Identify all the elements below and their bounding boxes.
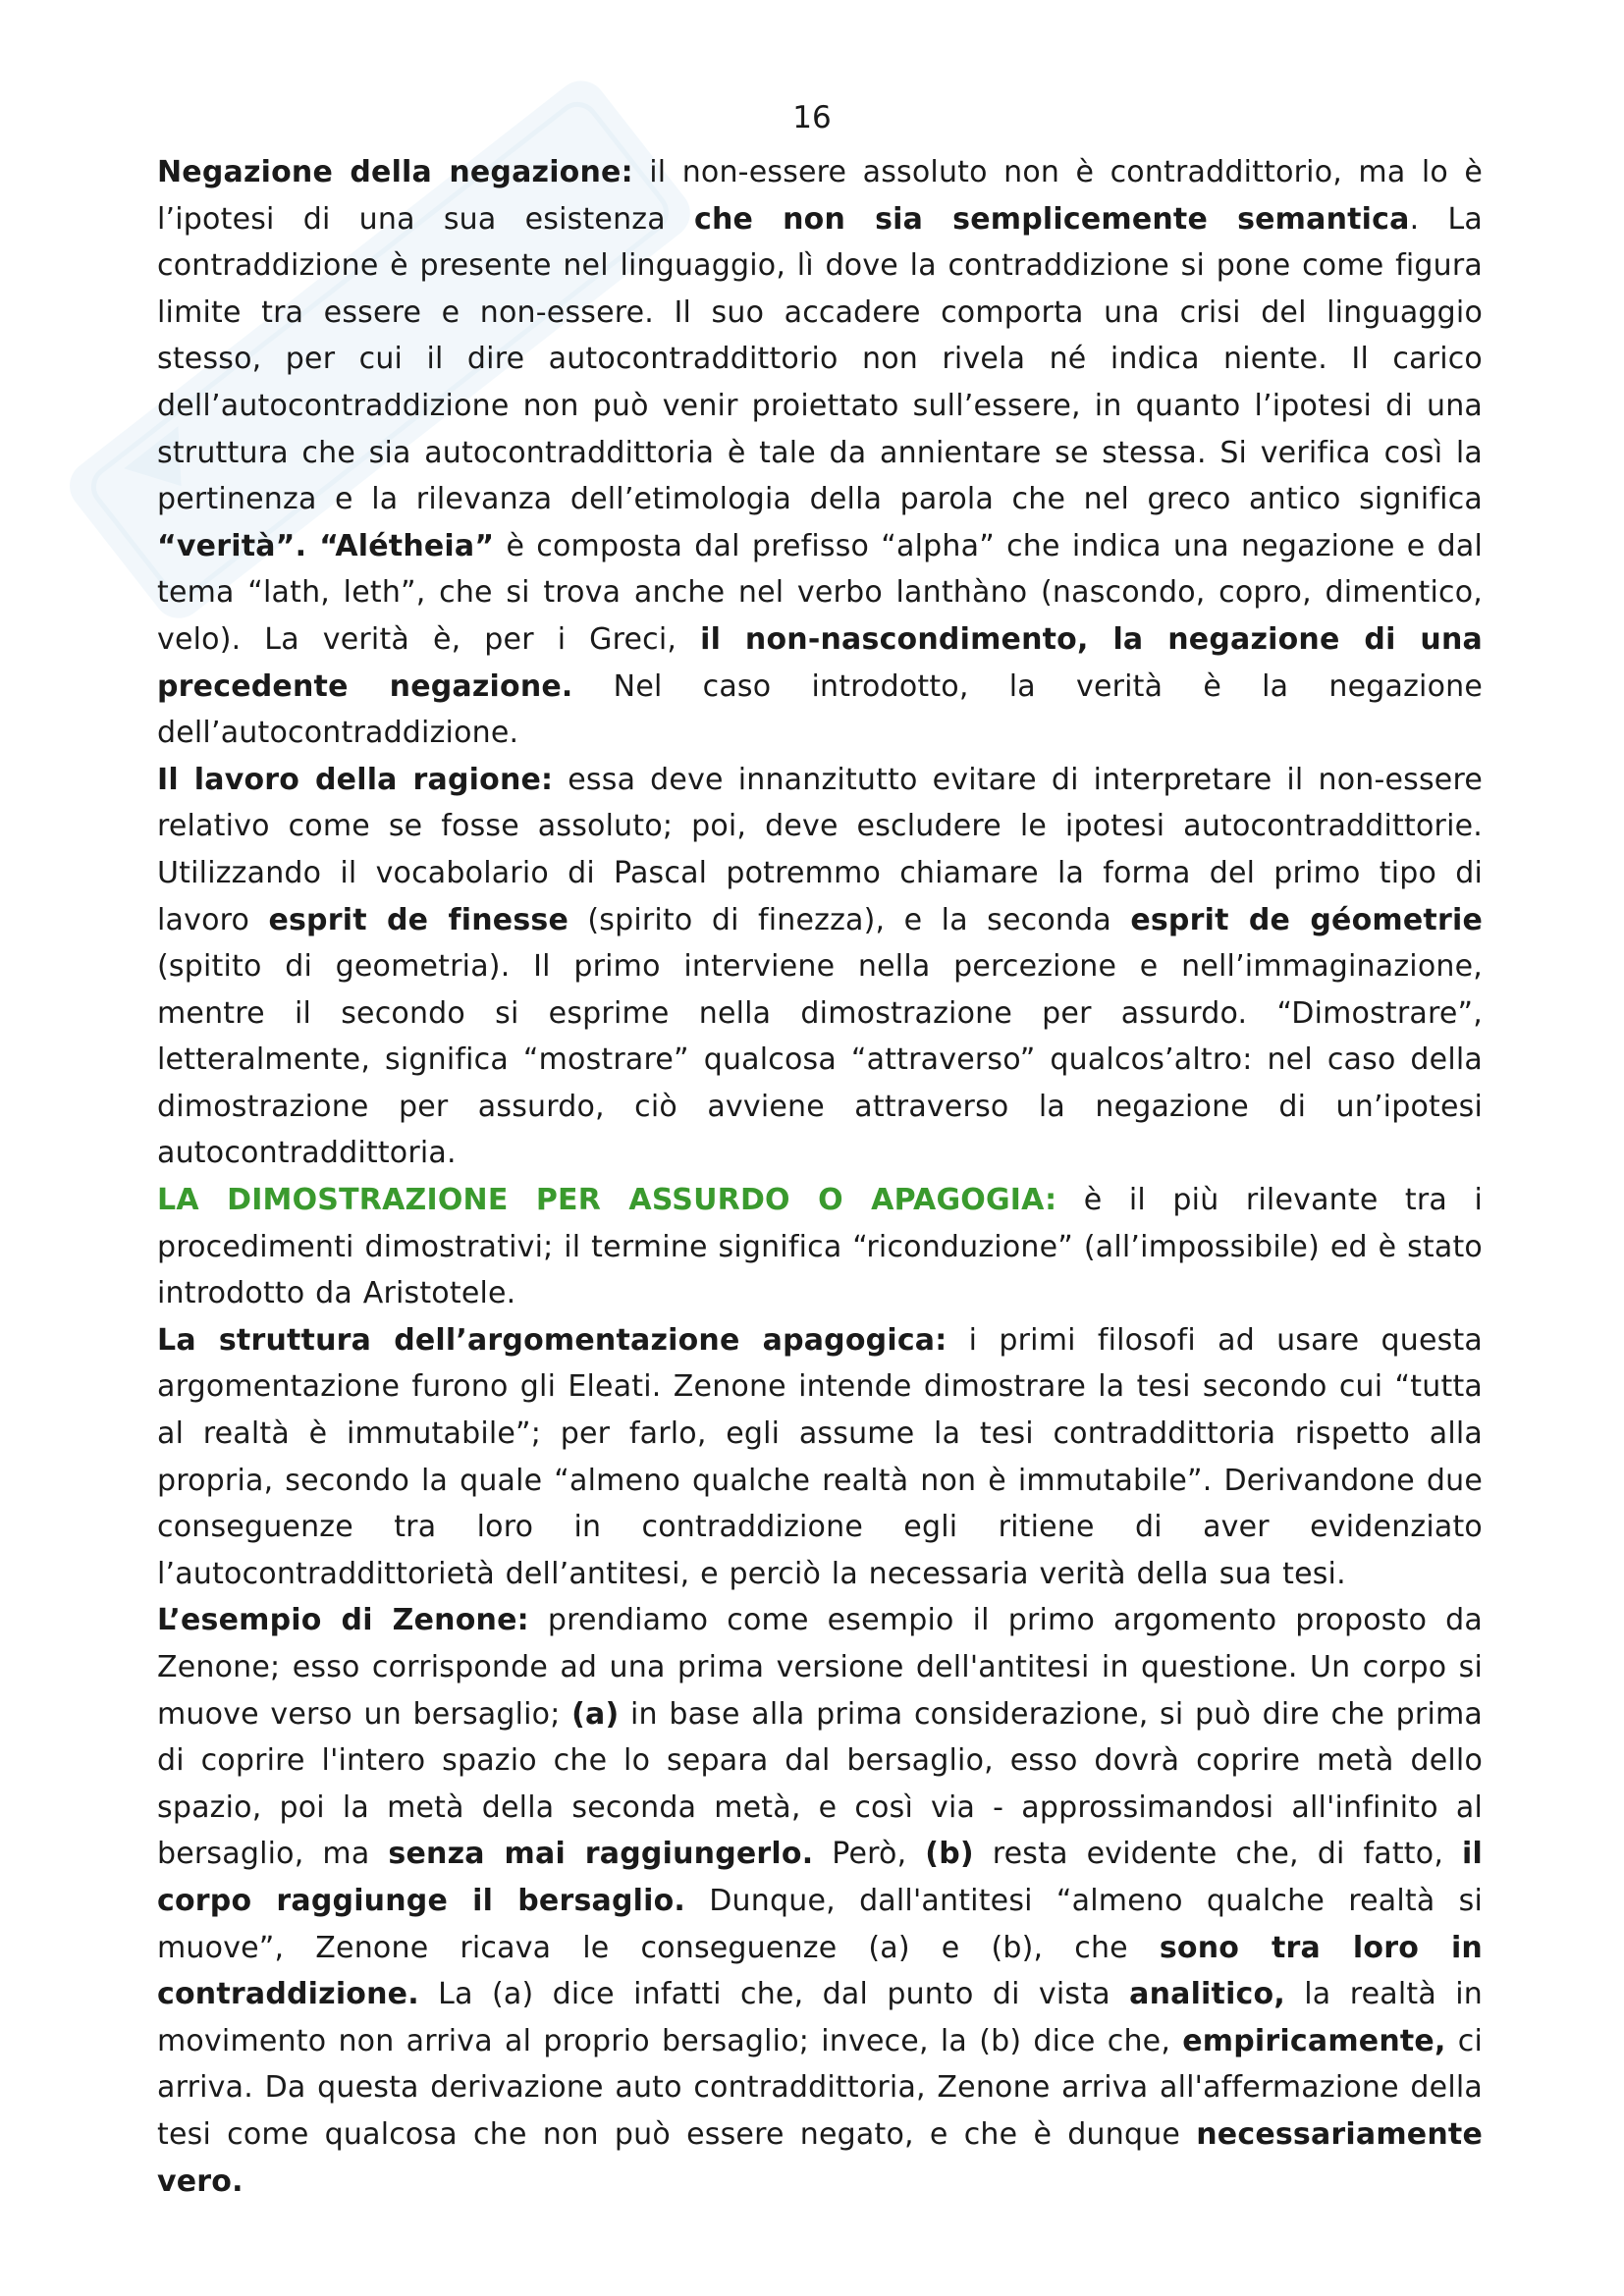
bold-text: analitico, [1129, 1977, 1285, 2012]
bold-text: che non sia semplicemente semantica [693, 201, 1410, 237]
body-text: è composta dal prefisso “alpha” che indica una negazione e dal tema “lath, leth”, che si trova anche nel verbo lanthàno (nascondo, copro, dimentico, velo). La verità è, per i Greci, [157, 528, 1483, 657]
body-text: Però, [813, 1837, 926, 1872]
bold-text: “verità”. “Alétheia” [157, 528, 495, 563]
bold-text: il corpo raggiunge il bersaglio. [157, 1837, 1483, 1918]
body-text: . La contraddizione è presente nel linguaggio, lì dove la contraddizione si pone come figura limite tra essere e non-essere. Il suo accadere comporta una crisi del linguaggio stesso, per cui il dire autocontraddittorio non rivela né indica niente. Il carico dell’autocontraddizione non può venir proiettato sull’essere, in quanto l’ipotesi di una struttura che sia autocontraddittoria è tale da annientare se stessa. Si verifica così la pertinenza e la rilevanza dell’etimologia della parola che nel greco antico significa [157, 201, 1483, 517]
bold-text: Negazione della negazione: [157, 155, 633, 189]
paragraph-negazione [157, 149, 1483, 757]
body-text: ci arriva. Da questa derivazione auto contraddittoria, Zenone arriva all'affermazione della tesi come qualcosa che non può essere negato, e che è dunque [157, 2023, 1483, 2152]
body-text: la realtà in movimento non arriva al proprio bersaglio; invece, la (b) dice che, [157, 1977, 1483, 2058]
body-text: in base alla prima considerazione, si può dire che prima di coprire l'intero spazio che lo separa dal bersaglio, esso dovrà coprire metà dello spazio, poi la metà della seconda metà, e così via - approssimandosi all'infinito al bersaglio, ma [157, 1696, 1483, 1872]
bold-text: il non-nascondimento, la negazione di una precedente negazione. [157, 621, 1483, 704]
page-number: 16 [792, 100, 832, 135]
bold-text: senza mai raggiungerlo. [388, 1837, 814, 1872]
paragraph-esempio-zenone [157, 1597, 1483, 2205]
body-text: La (a) dice infatti che, dal punto di vista [418, 1977, 1130, 2012]
bold-text: esprit de géometrie [1130, 902, 1483, 937]
body-text: è il più rilevante tra i procedimenti dimostrativi; il termine significa “riconduzione” (all’impossibile) ed è stato introdotto da Aristotele. [157, 1183, 1483, 1311]
body-text: il non-essere assoluto non è contraddittorio, ma lo è l’ipotesi di una sua esistenza [157, 155, 1483, 237]
bold-text: La struttura dell’argomentazione apagogica: [157, 1322, 947, 1358]
paragraph-struttura-apagogica [157, 1317, 1483, 1598]
body-text: Dunque, dall'antitesi “almeno qualche realtà si muove”, Zenone ricava le conseguenze (a) e (b), che [157, 1883, 1484, 1965]
body-text: (spitito di geometria). Il primo interviene nella percezione e nell’immaginazione, mentre il secondo si esprime nella dimostrazione per assurdo. “Dimostrare”, letteralmente, significa “mostrare” qualcosa “attraverso” qualcos’altro: nel caso della dimostrazione per assurdo, ciò avviene attraverso la negazione di un’ipotesi autocontraddittoria. [157, 949, 1483, 1171]
bold-text: empiricamente, [1182, 2023, 1446, 2058]
document-body [157, 149, 1483, 2205]
bold-text: Il lavoro della ragione: [157, 762, 554, 797]
bold-text: (a) [571, 1696, 620, 1732]
bold-text: L’esempio di Zenone: [157, 1603, 529, 1638]
body-text: essa deve innanzitutto evitare di interpretare il non-essere relativo come se fosse assoluto; poi, deve escludere le ipotesi autocontraddittorie. Utilizzando il vocabolario di Pascal potremmo chiamare la forma del primo tipo di lavoro [157, 762, 1483, 937]
paragraph-dimostrazione-assurdo [157, 1177, 1483, 1317]
body-text: prendiamo come esempio il primo argomento proposto da Zenone; esso corrisponde ad una prima versione dell'antitesi in questione. Un corpo si muove verso un bersaglio; [157, 1603, 1483, 1732]
paragraph-lavoro-ragione [157, 757, 1483, 1177]
bold-text: necessariamente vero. [157, 2116, 1483, 2199]
body-text: Nel caso introdotto, la verità è la negazione dell’autocontraddizione. [157, 668, 1484, 751]
bold-text: esprit de finesse [268, 902, 569, 937]
body-text: resta evidente che, di fatto, [973, 1837, 1463, 1872]
bold-text: (b) [925, 1837, 974, 1872]
body-text: i primi filosofi ad usare questa argomentazione furono gli Eleati. Zenone intende dimostrare la tesi secondo cui “tutta al realtà è immutabile”; per farlo, egli assume la tesi contraddittoria rispetto alla propria, secondo la quale “almeno qualche realtà non è immutabile”. Derivandone due conseguenze tra loro in contraddizione egli ritiene di aver evidenziato l’autocontraddittorietà dell’antitesi, e perciò la necessaria verità della sua tesi. [157, 1322, 1483, 1591]
section-heading: LA DIMOSTRAZIONE PER ASSURDO O APAGOGIA: [157, 1183, 1057, 1218]
body-text: (spirito di finezza), e la seconda [568, 902, 1131, 937]
bold-text: sono tra loro in contraddizione. [157, 1930, 1483, 2012]
